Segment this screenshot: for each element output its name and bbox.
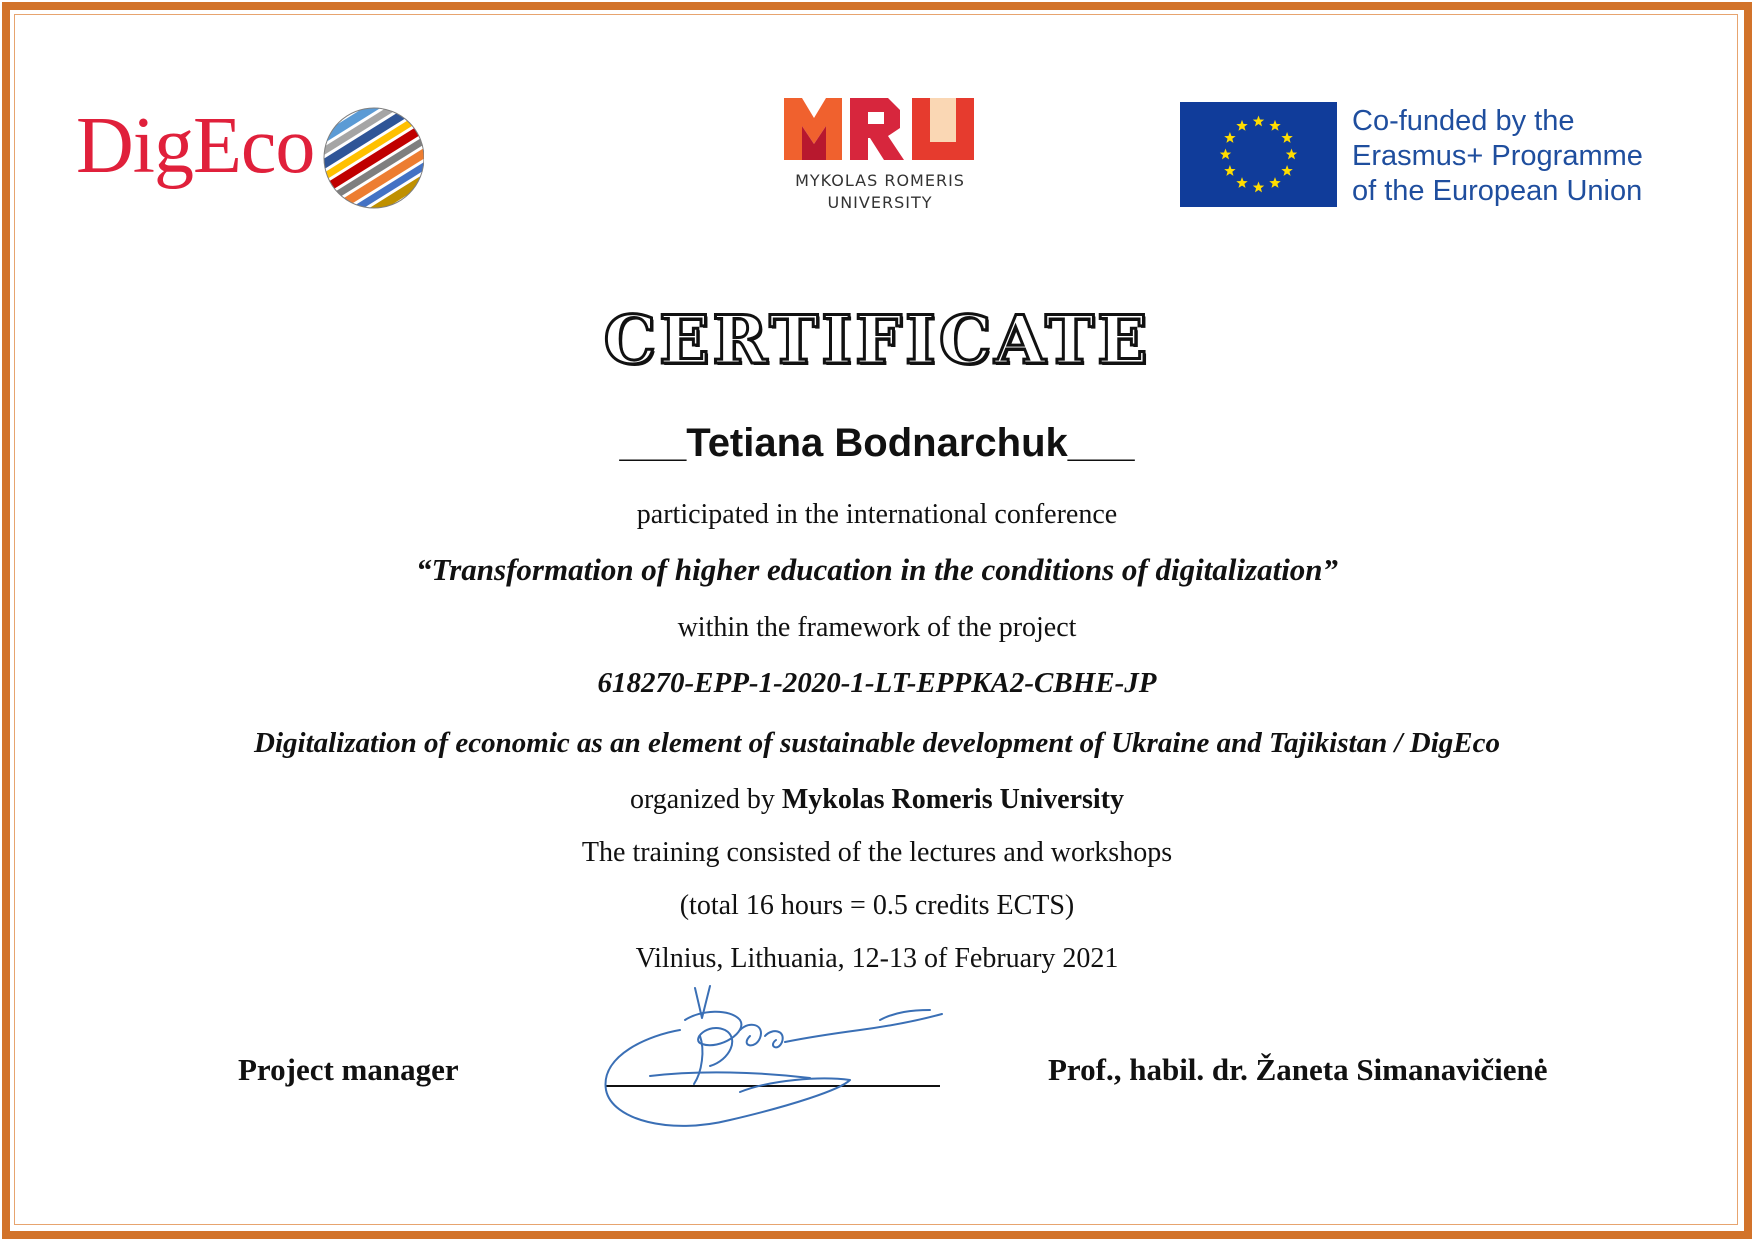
erasmus-text [1352, 104, 1643, 209]
eu-star [1236, 120, 1247, 131]
project-title: Digitalization of economic as an element of sustainable development of Ukraine and Tajikistan / DigEco [254, 727, 1500, 759]
eu-star [1253, 116, 1264, 127]
eu-star [1224, 165, 1235, 176]
mru-caption [780, 170, 980, 214]
signatory-name: Prof., habil. dr. Žaneta Simanavičienė [1048, 1052, 1548, 1087]
participation-text: participated in the international conference [636, 499, 1118, 530]
organizer-name: Mykolas Romeris University [781, 784, 1125, 815]
eu-star [1269, 120, 1280, 131]
eu-star [1269, 177, 1280, 188]
training-text: The training consisted of the lectures and workshops [581, 837, 1173, 868]
eu-flag-icon [1180, 102, 1337, 207]
erasmus-line1: Co-funded by the [1352, 105, 1575, 137]
digeco-logo [76, 100, 421, 220]
place-date-text: Vilnius, Lithuania, 12-13 of February 2021 [635, 943, 1119, 974]
handwritten-signature [590, 980, 960, 1140]
eu-star [1220, 149, 1231, 160]
mru-caption-line1: MYKOLAS ROMERIS [795, 171, 965, 190]
project-code: 618270-EPP-1-2020-1-LT-EPPKA2-CBHE-JP [597, 667, 1157, 699]
certificate-title: CERTIFICATE [603, 301, 1151, 379]
eu-star [1253, 182, 1264, 193]
digeco-logo-text: DigEco [76, 102, 315, 190]
framework-text: within the framework of the project [677, 612, 1077, 643]
mru-logo [780, 98, 980, 218]
eu-star [1224, 132, 1235, 143]
mru-caption-line2: UNIVERSITY [827, 193, 933, 212]
eu-star [1281, 165, 1292, 176]
project-manager-label: Project manager [238, 1052, 459, 1087]
organizer-line [0, 782, 1754, 818]
erasmus-logo [1178, 100, 1678, 210]
eu-star [1236, 177, 1247, 188]
organized-prefix: organized by [629, 784, 782, 815]
digeco-globe-icon [314, 100, 424, 215]
hours-text: (total 16 hours = 0.5 credits ECTS) [679, 890, 1075, 921]
eu-star [1286, 149, 1297, 160]
eu-stars-icon [1180, 102, 1337, 207]
erasmus-line2: Erasmus+ Programme [1352, 140, 1643, 172]
conference-title: “Transformation of higher education in the conditions of digitalization” [415, 552, 1339, 587]
eu-star [1281, 132, 1292, 143]
erasmus-line3: of the European Union [1352, 175, 1643, 207]
mru-logo-mark-icon [784, 98, 974, 160]
recipient-name: ___Tetiana Bodnarchuk___ [619, 421, 1135, 465]
